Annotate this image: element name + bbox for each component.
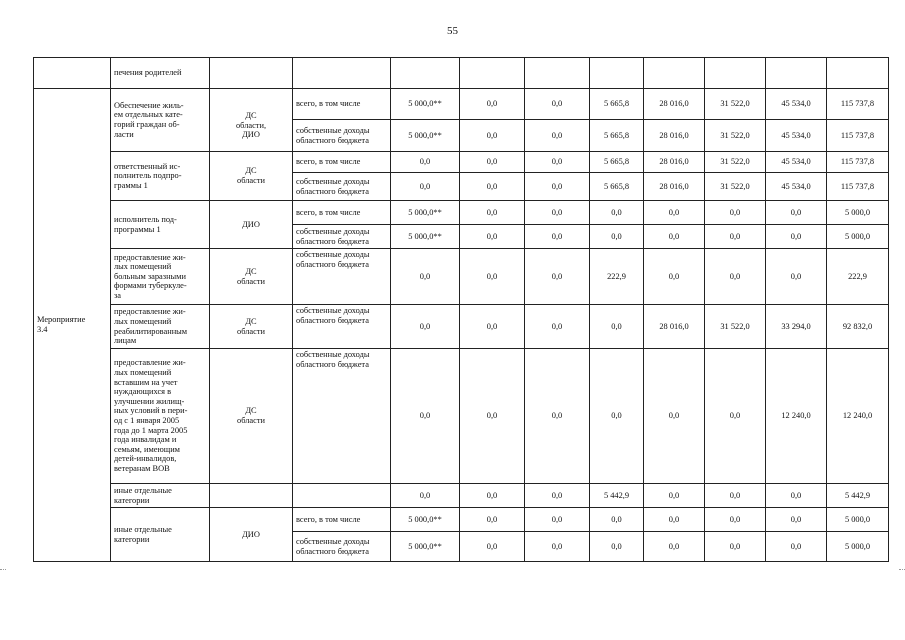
table-row <box>34 58 889 89</box>
empty-cell <box>391 58 460 89</box>
funding-source: всего, в том числе <box>293 508 391 532</box>
funding-source <box>293 484 391 508</box>
value-cell: 0,0 <box>705 225 766 249</box>
executor <box>210 484 293 508</box>
value-cell: 0,0 <box>644 484 705 508</box>
empty-cell <box>210 58 293 89</box>
empty-cell <box>293 58 391 89</box>
empty-cell <box>34 58 111 89</box>
value-cell: 222,9 <box>590 249 644 305</box>
value-cell: 45 534,0 <box>766 120 827 152</box>
value-cell: 45 534,0 <box>766 152 827 173</box>
executor: ДС области, ДИО <box>210 89 293 152</box>
edge-mark-right <box>899 569 905 570</box>
value-cell: 0,0 <box>460 508 525 532</box>
row-title: иные отдельные категории <box>111 484 210 508</box>
value-cell: 0,0 <box>460 120 525 152</box>
value-cell: 0,0 <box>391 305 460 349</box>
value-cell: 0,0 <box>705 201 766 225</box>
value-cell: 0,0 <box>590 349 644 484</box>
value-cell: 92 832,0 <box>827 305 889 349</box>
funding-source: всего, в том числе <box>293 152 391 173</box>
value-cell: 0,0 <box>525 305 590 349</box>
value-cell: 0,0 <box>644 508 705 532</box>
value-cell: 0,0 <box>525 249 590 305</box>
value-cell: 0,0 <box>460 305 525 349</box>
value-cell: 33 294,0 <box>766 305 827 349</box>
value-cell: 0,0 <box>525 225 590 249</box>
value-cell: 5 000,0** <box>391 201 460 225</box>
funding-source: собственные доходы областного бюджета <box>293 249 391 305</box>
funding-source: собственные доходы областного бюджета <box>293 305 391 349</box>
value-cell: 5 000,0** <box>391 89 460 120</box>
executor: ДС области <box>210 349 293 484</box>
value-cell: 0,0 <box>391 152 460 173</box>
value-cell: 0,0 <box>590 532 644 562</box>
value-cell: 0,0 <box>644 349 705 484</box>
value-cell: 5 665,8 <box>590 173 644 201</box>
value-cell: 28 016,0 <box>644 305 705 349</box>
row-title: исполнитель под- программы 1 <box>111 201 210 249</box>
value-cell: 0,0 <box>644 249 705 305</box>
value-cell: 45 534,0 <box>766 89 827 120</box>
value-cell: 0,0 <box>525 484 590 508</box>
funding-source: собственные доходы областного бюджета <box>293 349 391 484</box>
value-cell: 0,0 <box>705 532 766 562</box>
value-cell: 5 442,9 <box>590 484 644 508</box>
value-cell: 5 665,8 <box>590 152 644 173</box>
value-cell: 28 016,0 <box>644 173 705 201</box>
value-cell: 0,0 <box>525 120 590 152</box>
value-cell: 5 000,0 <box>827 201 889 225</box>
value-cell: 5 442,9 <box>827 484 889 508</box>
value-cell: 28 016,0 <box>644 89 705 120</box>
table-row <box>34 249 889 305</box>
value-cell: 0,0 <box>460 225 525 249</box>
value-cell: 0,0 <box>525 89 590 120</box>
empty-cell <box>525 58 590 89</box>
executor: ДС области <box>210 249 293 305</box>
value-cell: 0,0 <box>525 349 590 484</box>
value-cell: 5 665,8 <box>590 89 644 120</box>
value-cell: 0,0 <box>590 508 644 532</box>
table-row <box>34 152 889 173</box>
row-title: Обеспечение жиль- ем отдельных кате- горий граждан об- ласти <box>111 89 210 152</box>
value-cell: 0,0 <box>391 249 460 305</box>
value-cell: 0,0 <box>525 508 590 532</box>
value-cell: 0,0 <box>766 225 827 249</box>
value-cell: 5 000,0** <box>391 532 460 562</box>
value-cell: 0,0 <box>525 173 590 201</box>
value-cell: 5 000,0** <box>391 508 460 532</box>
value-cell: 0,0 <box>766 532 827 562</box>
value-cell: 0,0 <box>705 484 766 508</box>
table-row <box>34 349 889 484</box>
value-cell: 31 522,0 <box>705 152 766 173</box>
empty-cell <box>644 58 705 89</box>
funding-source: собственные доходы областного бюджета <box>293 120 391 152</box>
executor: ДС области <box>210 305 293 349</box>
value-cell: 115 737,8 <box>827 173 889 201</box>
row-title: предоставление жи- лых помещений реабилитированным лицам <box>111 305 210 349</box>
value-cell: 0,0 <box>525 201 590 225</box>
funding-source: собственные доходы областного бюджета <box>293 225 391 249</box>
edge-mark-left <box>0 569 6 570</box>
value-cell: 0,0 <box>705 508 766 532</box>
value-cell: 0,0 <box>391 173 460 201</box>
value-cell: 115 737,8 <box>827 89 889 120</box>
value-cell: 0,0 <box>766 508 827 532</box>
value-cell: 115 737,8 <box>827 120 889 152</box>
value-cell: 12 240,0 <box>766 349 827 484</box>
measure-name: Мероприятие 3.4 <box>34 89 111 562</box>
value-cell: 5 000,0 <box>827 225 889 249</box>
value-cell: 31 522,0 <box>705 173 766 201</box>
value-cell: 45 534,0 <box>766 173 827 201</box>
value-cell: 115 737,8 <box>827 152 889 173</box>
value-cell: 0,0 <box>391 349 460 484</box>
table-row <box>34 508 889 532</box>
value-cell: 5 000,0** <box>391 120 460 152</box>
value-cell: 0,0 <box>644 201 705 225</box>
executor: ДС области <box>210 152 293 201</box>
value-cell: 0,0 <box>460 349 525 484</box>
value-cell: 0,0 <box>705 249 766 305</box>
value-cell: 5 000,0 <box>827 508 889 532</box>
empty-cell <box>766 58 827 89</box>
value-cell: 0,0 <box>460 201 525 225</box>
value-cell: 0,0 <box>460 249 525 305</box>
value-cell: 0,0 <box>644 532 705 562</box>
value-cell: 0,0 <box>705 349 766 484</box>
funding-source: собственные доходы областного бюджета <box>293 173 391 201</box>
row-title: печения родителей <box>111 58 210 89</box>
value-cell: 0,0 <box>590 201 644 225</box>
value-cell: 28 016,0 <box>644 120 705 152</box>
value-cell: 31 522,0 <box>705 120 766 152</box>
value-cell: 0,0 <box>766 201 827 225</box>
value-cell: 31 522,0 <box>705 89 766 120</box>
empty-cell <box>705 58 766 89</box>
executor: ДИО <box>210 508 293 562</box>
value-cell: 0,0 <box>590 225 644 249</box>
row-title: предоставление жи- лых помещений больным заразными формами туберкуле- за <box>111 249 210 305</box>
value-cell: 0,0 <box>460 173 525 201</box>
table-row <box>34 201 889 225</box>
value-cell: 0,0 <box>391 484 460 508</box>
value-cell: 0,0 <box>525 152 590 173</box>
value-cell: 31 522,0 <box>705 305 766 349</box>
table-row <box>34 89 889 120</box>
row-title: ответственный ис- полнитель подпро- граммы 1 <box>111 152 210 201</box>
executor: ДИО <box>210 201 293 249</box>
value-cell: 0,0 <box>460 532 525 562</box>
value-cell: 0,0 <box>766 484 827 508</box>
funding-source: всего, в том числе <box>293 201 391 225</box>
value-cell: 5 000,0 <box>827 532 889 562</box>
empty-cell <box>827 58 889 89</box>
empty-cell <box>590 58 644 89</box>
value-cell: 0,0 <box>644 225 705 249</box>
row-title: иные отдельные категории <box>111 508 210 562</box>
value-cell: 222,9 <box>827 249 889 305</box>
budget-table <box>33 57 889 562</box>
value-cell: 0,0 <box>460 152 525 173</box>
table-row <box>34 484 889 508</box>
value-cell: 0,0 <box>590 305 644 349</box>
value-cell: 5 665,8 <box>590 120 644 152</box>
value-cell: 0,0 <box>460 89 525 120</box>
funding-source: всего, в том числе <box>293 89 391 120</box>
value-cell: 0,0 <box>525 532 590 562</box>
value-cell: 0,0 <box>766 249 827 305</box>
value-cell: 0,0 <box>460 484 525 508</box>
funding-source: собственные доходы областного бюджета <box>293 532 391 562</box>
value-cell: 5 000,0** <box>391 225 460 249</box>
value-cell: 12 240,0 <box>827 349 889 484</box>
table-row <box>34 305 889 349</box>
row-title: предоставление жи- лых помещений вставшим на учет нуждающихся в улучшении жилищ- ных условий в пери- од с 1 января 2005 года до 1 марта 2005 года инвалидам и семьям, имеющим детей-инвалидов, ветеранам ВОВ <box>111 349 210 484</box>
page-number: 55 <box>447 25 458 37</box>
empty-cell <box>460 58 525 89</box>
value-cell: 28 016,0 <box>644 152 705 173</box>
